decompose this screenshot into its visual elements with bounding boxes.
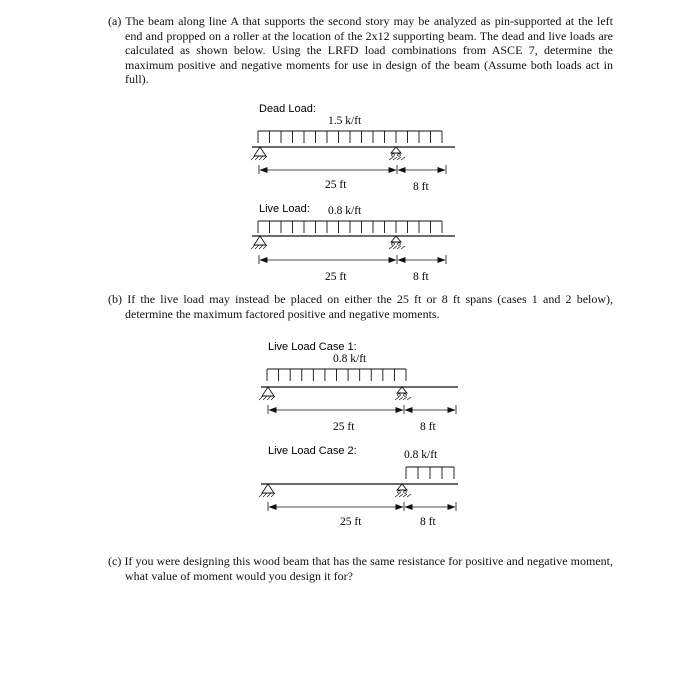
part-c-text: If you were designing this wood beam that has the same resistance for positive and negative moment, what value of moment would you design it for? <box>124 554 613 583</box>
live-load-distributed-load <box>258 221 442 233</box>
live-load-span-8: 8 ft <box>413 271 429 283</box>
live-load-dimension-lines <box>259 255 446 264</box>
live-case-1-pin-support <box>259 387 275 400</box>
part-c-label: (c) <box>108 554 122 568</box>
dead-load-diagram <box>251 103 455 193</box>
live-case-2-roller-support <box>395 484 411 497</box>
live-case-2-pin-support <box>259 484 275 497</box>
live-case-2-dimension-lines <box>268 502 456 511</box>
dead-load-span-8: 8 ft <box>413 181 429 193</box>
live-case-1-dimension-lines <box>268 405 456 414</box>
dead-load-dimension-lines <box>259 165 446 174</box>
part-b-label: (b) <box>108 292 122 306</box>
live-case-2-title: Live Load Case 2: <box>268 445 357 457</box>
dead-load-span-25: 25 ft <box>325 179 347 191</box>
live-case-1-span-8: 8 ft <box>420 421 436 433</box>
live-load-title: Live Load: <box>259 203 310 215</box>
dead-load-distributed-load <box>258 131 442 143</box>
dead-load-magnitude: 1.5 k/ft <box>328 115 362 127</box>
part-a-text: The beam along line A that supports the second story may be analyzed as pin-supported at the left end and propped on a roller at the location of the 2x12 supporting beam. The dead and live loads are calculated as shown below. Using the LRFD load combinations from ASCE 7, determine the maximum positive and negative moments for use in design of the beam (Assume both loads act in full). <box>125 14 613 87</box>
live-case-1-magnitude: 0.8 k/ft <box>333 353 367 365</box>
dead-load-title: Dead Load: <box>259 103 316 115</box>
live-case-1-title: Live Load Case 1: <box>268 341 357 353</box>
part-b-text: If the live load may instead be placed on either the 25 ft or 8 ft spans (cases 1 and 2 below), determine the maximum factored positive and negative moments. <box>125 292 614 321</box>
dead-load-roller-support <box>389 147 405 160</box>
live-load-magnitude: 0.8 k/ft <box>328 205 362 217</box>
live-case-2-span-8: 8 ft <box>420 516 436 528</box>
live-case-1-roller-support <box>395 387 411 400</box>
dead-load-pin-support <box>251 147 267 160</box>
live-load-roller-support <box>389 236 405 249</box>
live-case-2-span-25: 25 ft <box>340 516 362 528</box>
part-a-label: (a) <box>108 14 122 28</box>
live-case-1-diagram <box>259 341 458 433</box>
live-case-2-diagram <box>259 445 458 528</box>
live-load-span-25: 25 ft <box>325 271 347 283</box>
live-case-1-span-25: 25 ft <box>333 421 355 433</box>
live-case-1-distributed-load <box>267 369 406 381</box>
live-case-2-distributed-load <box>406 467 454 479</box>
live-case-2-magnitude: 0.8 k/ft <box>404 449 438 461</box>
live-load-diagram <box>251 203 455 283</box>
live-load-pin-support <box>251 236 267 249</box>
